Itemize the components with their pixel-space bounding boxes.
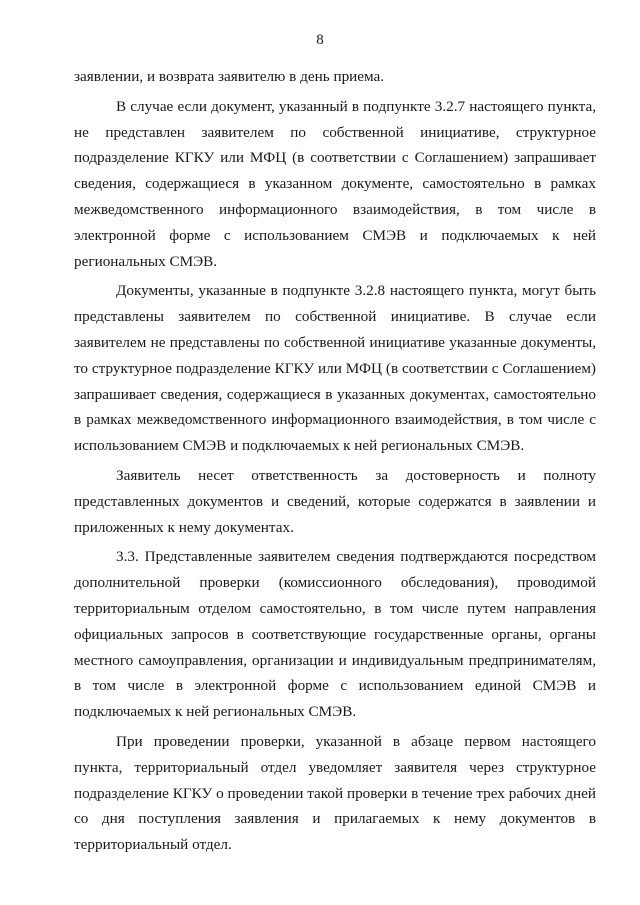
paragraph-verification-notice: При проведении проверки, указанной в абзаце первом настоящего пункта, территориальный отдел уведомляет заявителя через структурное подразделение КГКУ о проведении такой проверки в течение трех рабочих дней со дня поступления заявления и прилагаемых к нему документов в территориальный отдел. bbox=[74, 732, 596, 854]
paragraph-docs-3-2-8: Документы, указанные в подпункте 3.2.8 настоящего пункта, могут быть представлены заявителем по собственной инициативе. В случае если заявителем не представлены по собственной инициативе указанные документы, то структурное подразделение КГКУ или МФЦ (в соответствии с Соглашением) запрашивает сведения, содержащиеся в указанных документах, самостоятельно в рамках межведомственного информационного взаимодействия, в том числе с использованием СМЭВ и подключаемых к ней региональных СМЭВ. bbox=[74, 282, 596, 455]
paragraph-section-3-3: 3.3. Представленные заявителем сведения подтверждаются посредством дополнительной проверки (комиссионного обследования), проводимой территориальным отделом самостоятельно, в том числе путем направления официальных запросов в соответствующие государственные органы, органы местного самоуправления, организации и индивидуальным предпринимателям, в том числе в электронной форме с использованием единой СМЭВ и подключаемых к ней региональных СМЭВ. bbox=[74, 548, 596, 721]
paragraph-continuation: заявлении, и возврата заявителю в день приема. bbox=[74, 68, 385, 85]
paragraph-docs-3-2-7: В случае если документ, указанный в подпункте 3.2.7 настоящего пункта, не представлен заявителем по собственной инициативе, структурное подразделение КГКУ или МФЦ (в соответствии с Соглашением) запрашивает сведения, содержащиеся в указанном документе, самостоятельно в рамках межведомственного информационного взаимодействия, в том числе в электронной форме с использованием СМЭВ и подключаемых к ней региональных СМЭВ. bbox=[74, 97, 596, 270]
page-number: 8 bbox=[316, 32, 324, 48]
document-body bbox=[74, 64, 596, 862]
paragraph-applicant-responsibility: Заявитель несет ответственность за достоверность и полноту представленных документов и сведений, которые содержатся в заявлении и приложенных к нему документах. bbox=[74, 466, 596, 536]
